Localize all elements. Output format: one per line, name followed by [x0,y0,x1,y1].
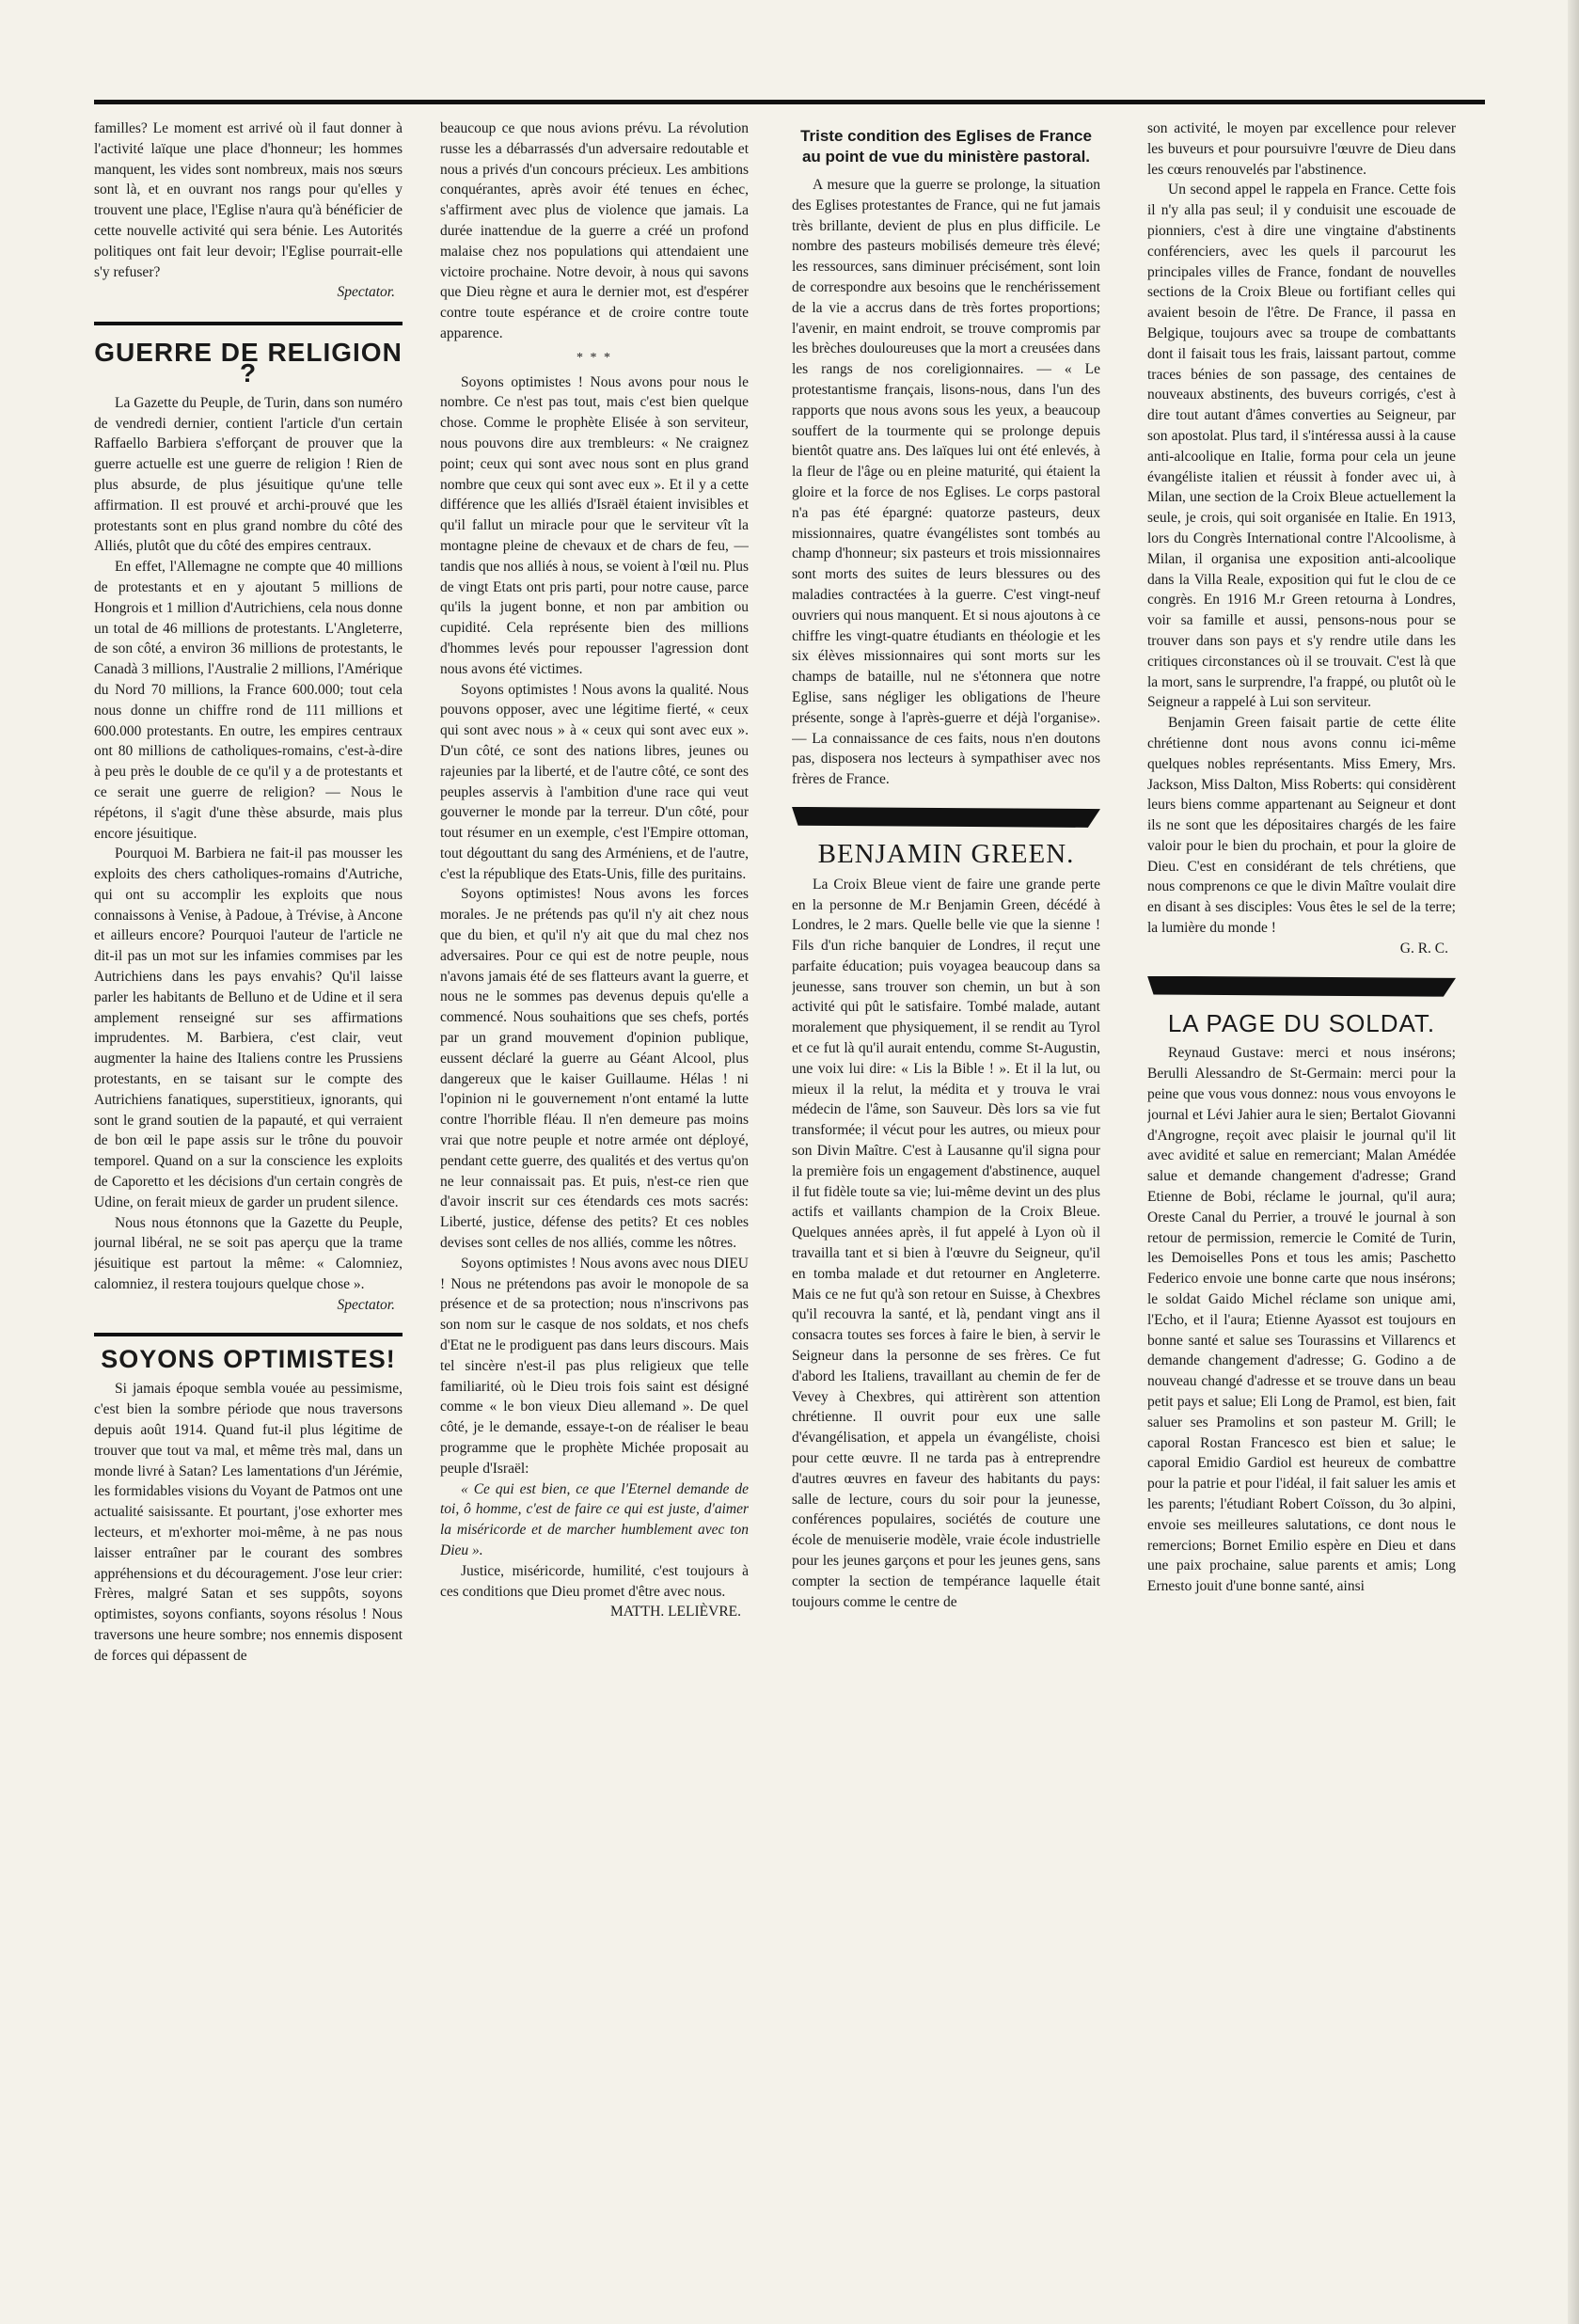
paragraph: Un second appel le rappela en France. Cette fois il n'y alla pas seul; il y conduisit une escouade de pionniers, c'est à dire une vingtaine d'abstinents conférenciers, avec les quels il parcourut les principales villes de France, fondant de nouvelles sections de la Croix Bleue ou fortifiant celles qui avaient besoin de l'être. De France, il passa en Belgique, toujours avec sa troupe de combattants dont il faisait tous les frais, laissant partout, comme traces bénies de son passage, des centaines de nouveaux abstinents, des buveurs corrigés, c'est à dire tout autant d'âmes converties au Seigneur, par son apostolat. Plus tard, il s'intéressa aussi à la cause anti-alcoolique en Italie, forma pour cela un jeune évangéliste italien et réussit à fonder avec ui, à Milan, une section de la Croix Bleue actuellement la seule, je crois, qui soit organisée en Italie. En 1913, lors du Congrès International contre l'Alcoolisme, à Milan, il organisa une exposition anti-alcoolique dans la Villa Reale, exposition qui fut le clou de ce congrès. En 1916 M.r Green retourna à Londres, voir sa famille et aussi, pensons-nous pour se trouver dans son pays et s'y rendre utile dans les critiques circonstances où il se trouvait. C'est là que la mort, sans le surprendre, l'a frappé, ou plutôt où le Seigneur a rappelé à Lui son serviteur. [1147,182,1456,711]
column-3 [792,119,1100,2249]
article-signature: MATTH. LELIÈVRE. [609,1604,741,1620]
paragraph: La Croix Bleue vient de faire une grande perte en la personne de M.r Benjamin Green, décédé à Londres, le 2 mars. Quelle belle vie que la sienne ! Fils d'un riche banquier de Londres, il reçut une parfaite éducation; puis voyagea beaucoup dans sa jeunesse, sans trouver son chemin, un but à son activité qui pût le satisfaire. Tombé malade, autant moralement que physiquement, il se rendit au Tyrol et ce fut là qu'il aurait entendu, comme St-Augustin, une voix lui dire: « Lis la Bible ! ». Et il la lut, ou mieux il la relut, la médita et y trouva le vrai médecin de l'âme, son Sauveur. Dès lors sa vie fut transformée; il vécut pour les autres, ou mieux pour son Divin Maître. C'est à Lausanne qu'il signa pour la première fois un engagement d'abstinence, auquel il fut fidèle toute sa vie; lui-même devint un des plus actifs et vaillants champion de la Croix Bleue. Quelques années après, il fut appelé à Lyon où il travailla tant et si bien à l'œuvre du Seigneur, qu'il en tomba malade et dut retourner en Angleterre. Mais ce ne fut qu'à son retour en Suisse, à Chexbres qu'il recouvra la santé, et là, pendant vingt ans il consacra toutes ses forces à faire le bien, à servir le Seigneur dans la personne de ses frères. Ce fut d'abord les Italiens, travaillant au chemin de fer de Vevey à Chexbres, qui attirèrent son attention chrétienne. Il ouvrit pour eux une salle d'évangélisation, et appela un évangéliste, choisi pour cette œuvre. Il ne tarda pas à entreprendre d'autres œuvres en faveur des habitants du pays: salle de lecture, cours du soir pour la jeunesse, conférences populaires, sociétés de couture une école de menuiserie modèle, vraie école industrielle pour les jeunes garçons et pour les jeunes gens, sans compter la section de tempérance laquelle était toujours comme le centre de [792,876,1100,1610]
column-1 [94,119,403,2249]
section-separator-stars: * * * [576,350,612,365]
paragraph: Reynaud Gustave: merci et nous insérons; Berulli Alessandro de St-Germain: merci pour la peine que vous vous donnez: nous vous envoyons le journal et Lévi Jahier aura le sien; Bertalot Giovanni d'Angrogne, reçoit avec plaisir le journal qu'il lit avec avidité et salue en remerciant; Malan Amédée salue et demande changement d'adresse; Grand Etienne de Bobi, réclame le journal, qu'il aura; Oreste Canal du Perrier, a trouvé le journal à son retour de permission, remercie le Comité de Turin, les Demoiselles Pons et tous les amis; Paschetto Federico envoie une bonne carte que nous insérons; le soldat Gaido Michel réclame son unique ami, l'Echo, et il l'aura; Etienne Ayassot est toujours en bonne santé et salue ses Tourassins et Villarencs et demande changement d'adresse; G. Godino a de nouveau changé d'adresse et se trouve dans un beau petit pays et salue; Eli Long de Pramol, est bien, fait saluer ses Pramolins et son pasteur M. Grill; le caporal Rostan Francesco est bien et salue; le caporal Emidio Gardiol est heureux de combattre pour la patrie et pour l'idéal, il fait saluer les amis et les parents; l'étudiant Robert Coïsson, du 3o alpini, envoie ses meilleures salutations, ce dont nous le remercions; Bornet Emilio espère en Dieu et dans une paix prochaine, salue parents et amis; Long Ernesto jouit d'une bonne santé, ainsi [1147,1045,1456,1595]
continuation-signature: Spectator. [337,284,395,301]
paragraph: son activité, le moyen par excellence pour relever les buveurs et pour poursuivre l'œuvre de Dieu dans les cœurs renouvelés par l'abstinence. [1147,120,1456,178]
article-title-triste-line-1: Triste condition des Eglises de France [800,127,1092,145]
article-title-page-du-soldat: LA PAGE DU SOLDAT. [1167,1008,1436,1037]
paragraph: A mesure que la guerre se prolonge, la situation des Eglises protestantes de France, qui ne fut jamais très brillante, devient de plus en plus difficile. Le nombre des pasteurs mobilisés demeure très élevé; les ressources, sans diminuer précisément, sont loin de correspondre aux besoins que le renchérissement de la vie a accrus dans de très fortes proportions; l'avenir, en maint endroit, se trouve compromis par les brèches douloureuses que la mort a creusées dans les rangs de nos coreligionnaires. — « Le protestantisme français, lisons-nous, dans l'un des rapports que nous avons sous les yeux, a beaucoup souffert de la tourmente qui se prolonge depuis bientôt quatre ans. Des laïques lui ont été enlevés, à la fleur de l'âge ou en pleine maturité, qui étaient la gloire et la force de nos Eglises. Le corps pastoral n'a pas été épargné: quatorze pasteurs, deux missionnaires, quatre évangélistes sont tombés au champ d'honneur; six pasteurs et trois missionnaires sont morts des suites de leurs blessures ou des maladies contractées à la guerre. C'est vingt-neuf ouvriers qui nous manquent. Et si nous ajoutons à ce chiffre les vingt-quatre étudiants en théologie et les six élèves missionnaires qui sont morts sur les champs de bataille, nul ne s'étonnera que notre Eglise, sans négliger les obligations de l'heure présente, songe à l'après-guerre et déjà l'organise». — La connaissance de ces faits, nous n'en doutons pas, disposera nos lecteurs à sympathiser avec nos frères de France. [792,177,1100,788]
paragraph: Soyons optimistes ! Nous avons la qualité. Nous pouvons opposer, avec une légitime fierté, « ceux qui sont avec nous » à « ceux qui sont avec eux ». D'un côté, ce sont des nations libres, jeunes ou rajeunies par la liberté, et de l'autre côté, ce sont des peuples asservis à l'ambition d'une race qui veut gouverner le monde par la terreur. D'un côté, pour tout résumer en un exemple, c'est l'Empire ottoman, tout dégouttant du sang des Arméniens, et de l'autre, c'est la république des Etats-Unis, fille des puritains. [440,681,749,882]
top-rule [94,100,1485,104]
section-divider-bar [1147,976,1456,997]
quote-paragraph: « Ce qui est bien, ce que l'Eternel demande de toi, ô homme, c'est de faire ce qui est juste, d'aimer la miséricorde et de marcher humblement avec ton Dieu ». [440,1480,749,1558]
page-edge [1568,0,1579,2324]
continuation-paragraph: familles? Le moment est arrivé où il faut donner à l'activité laïque une place d'honneur; les hommes manquent, les vides sont nombreux, mais nos sœurs sont là, et en ouvrant nos rangs pour qu'elles y trouvent une place, l'Eglise n'aura qu'à bénéficier de cette nouvelle activité qui sera bénie. Les Autorités politiques ont fait leur devoir; l'Eglise pourrait-elle s'y refuser? [94,120,403,280]
column-2 [440,119,749,2249]
article-title-triste-line-2: au point de vue du ministère pastoral. [801,148,1091,166]
article-title-guerre: GUERRE DE RELIGION ? [94,322,403,384]
paragraph: En effet, l'Allemagne ne compte que 40 millions de protestants et en y ajoutant 5 millions de Hongrois et 1 million d'Autrichiens, cela nous donne un total de 46 millions de protestants. L'Angleterre, de son côté, a environ 36 millions de protestants, le Canadà 3 millions, l'Australie 2 millions, l'Amérique du Nord 70 millions, la France 600.000; tout cela nous donne un chiffre rond de 111 millions et 600.000 protestants. En outre, les empires centraux ont 80 millions de catholiques-romains, c'est-à-dire à peu près le double de ce qu'il y a de protestants et ce serait une guerre de religion? — Nous le répétons, il s'agit d'une thèse absurde, mais plus encore jésuitique. [94,559,403,842]
paragraph: Soyons optimistes ! Nous avons avec nous DIEU ! Nous ne prétendons pas avoir le monopole de sa présence et de sa protection; nous n'inscrivons pas son nom sur le casque de nos soldats, et nos chefs d'Etat ne le prodiguent pas dans leurs discours. Mais tel sincère n'est-il pas plus religieux que telle familiarité, où le Dieu trois fois saint est désigné comme « le bon vieux Dieu allemand ». De quel côté, je le demande, essaye-t-on de réaliser le beau programme que le prophète Michée proposait au peuple d'Israël: [440,1255,749,1477]
paragraph: Soyons optimistes! Nous avons les forces morales. Je ne prétends pas qu'il n'y ait chez nous que du bien, et qu'il n'y ait que du mal chez nos adversaires. Pour ce qui est de notre peuple, nous n'avons jamais été de ses flatteurs avant la guerre, et nous ne le sommes pas devenus depuis qu'elle a commencé. Nous souhaitions que ses chefs, portés par un grand mouvement d'opinion publique, eussent déclaré la guerre au Géant Alcool, plus dangereux que le kaiser Guillaume. Hélas ! ni l'opinion ni le gouvernement n'ont entamé la lutte contre l'horrible fléau. Il n'en demeure pas moins vrai que notre peuple et notre armée ont déployé, pendant cette guerre, des qualités et des vertus qu'on ne leur connaissait pas. Et puis, n'est-ce rien que d'avoir inscrit sur ces étendards ces mots sacrés: Liberté, justice, défense des petits? Et ces nobles devises sont celles de nos alliés, comme les nôtres. [440,886,749,1252]
paragraph: Pourquoi M. Barbiera ne fait-il pas mousser les exploits des chers catholiques-romains d'Autriche, qui ont su accomplir les exploits que nous connaissons à Venise, à Padoue, à Trévise, à Ancone et ailleurs encore? Pourquoi l'auteur de l'article ne dit-il pas un mot sur les infamies commises par les Autrichiens dans les pays envahis? Qu'il laisse parler les habitants de Belluno et de Udine et il sera amplement renseigné sur ses affirmations imprudentes. M. Barbiera, c'est clair, veut augmenter la haine des Italiens contre les Prussiens protestants, en se taisant sur le compte des Autrichiens fanatiques, superstitieux, ignorants, qui sont le grand soutien de la papauté, et qui verraient de bon œil le pape assis sur le trône du pouvoir temporel. Quand on a sur la conscience les exploits de Caporetto et les décisions d'un certain congrès de Udine, on ferait mieux de garder un prudent silence. [94,846,403,1210]
green-signature: G. R. C. [1399,940,1448,956]
paragraph: Nous nous étonnons que la Gazette du Peuple, journal libéral, ne se soit pas aperçu que la trame jésuitique est partout la même: « Calomniez, calomniez, il restera toujours quelque chose ». [94,1214,403,1293]
article-title-benjamin-green: BENJAMIN GREEN. [817,838,1075,869]
column-4 [1147,119,1456,2249]
paragraph: La Gazette du Peuple, de Turin, dans son numéro de vendredi dernier, contient l'article d'un certain Raffaello Barbiera s'efforçant de prouver que la guerre actuelle est une guerre de religion ! Rien de plus absurde, de plus jésuitique qu'une telle affirmation. Il est prouvé et archi-prouvé que les protestants sont en plus grand nombre du côté des Alliés, plutôt que du côté des empires centraux. [94,394,403,555]
guerre-signature: Spectator. [337,1296,395,1313]
paragraph: Justice, miséricorde, humilité, c'est toujours à ces conditions que Dieu promet d'être avec nous. [440,1562,749,1600]
article-title-optimistes: SOYONS OPTIMISTES! [94,1333,403,1370]
paragraph: beaucoup ce que nous avions prévu. La révolution russe les a débarrassés d'un adversaire redoutable et nous a privés d'un concours précieux. Les ambitions conquérantes, après avoir été tenues en échec, s'affirment avec plus de violence que jamais. La durée inattendue de la guerre a créé un profond malaise chez nos populations qui attendaient une victoire prochaine. Notre devoir, à nous qui savons que Dieu règne et aura le dernier mot, est d'espérer contre toute espérance et de croire contre toute apparence. [440,120,749,341]
paragraph: Benjamin Green faisait partie de cette élite chrétienne dont nous avons connu ici-même quelques nobles représentants. Miss Emery, Mrs. Jackson, Miss Dalton, Miss Roberts: qui considèrent leurs biens comme appartenant au Seigneur et dont ils ne sont que les dépositaires chargés de les faire valoir pour le bien du prochain, et pour la gloire de Dieu. C'est en considérant de tels chrétiens, que nous comprenons ce que le divin Maître voulait dire en disant à ses disciples: Vous êtes le sel de la terre; la lumière du monde ! [1147,715,1456,937]
paragraph: Soyons optimistes ! Nous avons pour nous le nombre. Ce n'est pas tout, mais c'est bien quelque chose. Comme le prophète Elisée à son serviteur, nous pouvons dire aux trembleurs: « Ne craignez point; ceux qui sont avec nous sont en plus grand nombre que ceux qui sont avec eux ». Et il y a cette différence que les alliés d'Israël étaient invisibles et qu'il fallut un miracle pour que le serviteur vît la montagne pleine de chevaux et de chars de feu, — tandis que nos alliés à nous, se voient à l'œil nu. Plus de vingt Etats ont pris parti, pour notre cause, parce qu'ils la jugent bonne, et non par ambition ou cupidité. Cela représente bien des millions d'hommes levés pour repousser l'agression dont nous avons été victimes. [440,373,749,677]
section-divider-bar [792,807,1100,828]
paragraph: Si jamais époque sembla vouée au pessimisme, c'est bien la sombre période que nous traversons depuis août 1914. Quand fut-il plus légitime de trouver que tout va mal, et même très mal, dans un monde livré à Satan? Les lamentations d'un Jérémie, les formidables visions du Voyant de Patmos ont une actualité saisissante. Et pourtant, j'ose exhorter mes lecteurs, et m'exhorter moi-même, à ne pas nous laisser entraîner par le courant des sombres appréhensions et du découragement. J'ose leur crier: Frères, malgré Satan et ses suppôts, soyons optimistes, soyons confiants, soyons résolus ! Nous traversons une heure sombre; nos ennemis disposent de forces qui dépassent de [94,1381,403,1664]
